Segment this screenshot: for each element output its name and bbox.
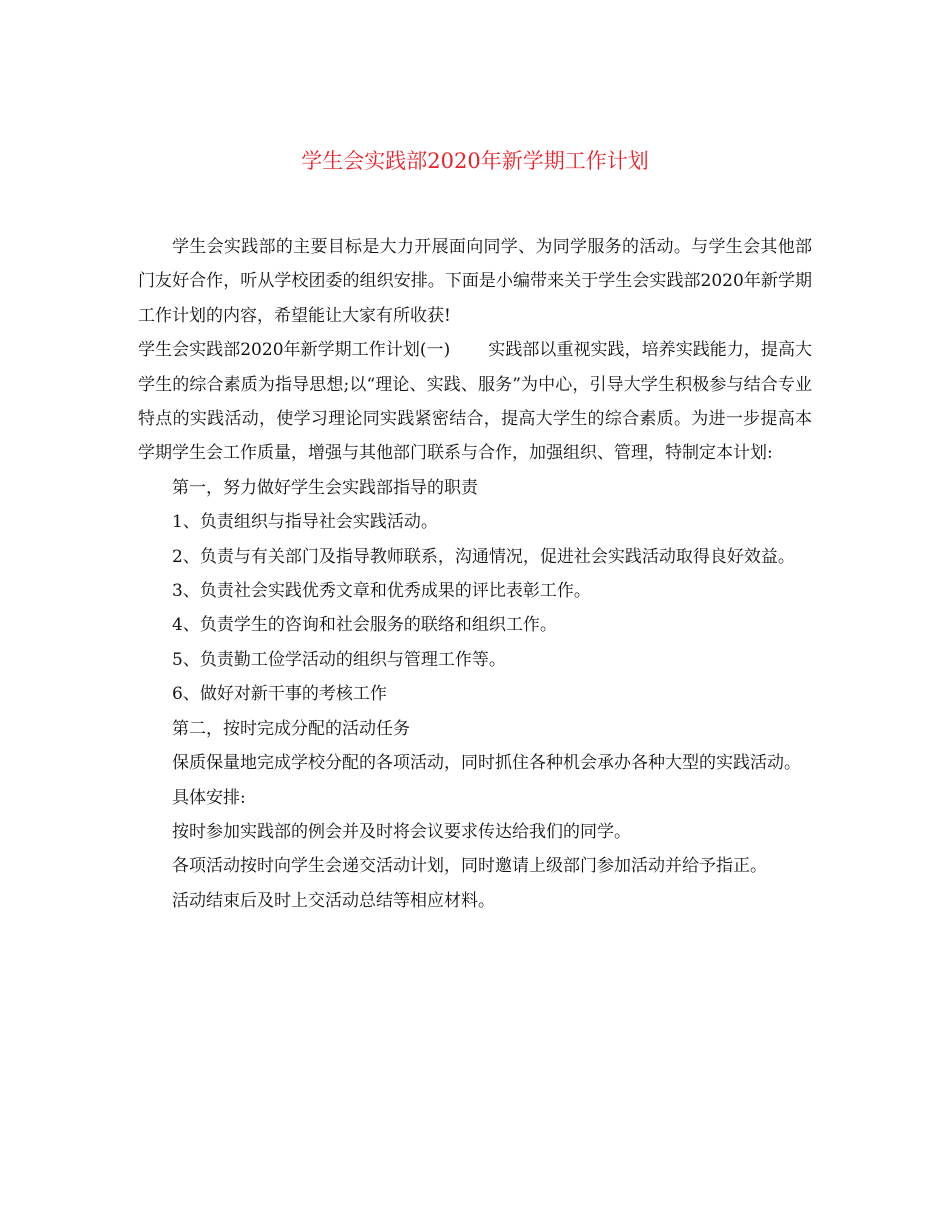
section-body: 实践部以重视实践，培养实践能力，提高大学生的综合素质为指导思想;以“理论、实践、服务”为中心，引导大学生积极参与结合专业特点的实践活动，使学习理论同实践紧密结合，提高大学生的综合素质。为进一步提高本学期学生会工作质量，增强与其他部门联系与合作，加强组织、管理，特制定本计划: [138, 340, 813, 464]
body-paragraph: 3、负责社会实践优秀文章和优秀成果的评比表彰工作。 [172, 581, 591, 602]
body-paragraph: 6、做好对新干事的考核工作 [172, 684, 387, 705]
body-paragraph: 5、负责勤工俭学活动的组织与管理工作等。 [172, 649, 506, 670]
document-body [138, 230, 812, 918]
body-paragraph: 各项活动按时向学生会递交活动计划，同时邀请上级部门参加活动并给予指正。 [172, 856, 767, 877]
body-paragraph: 第一，努力做好学生会实践部指导的职责 [172, 477, 478, 498]
body-paragraph: 保质保量地完成学校分配的各项活动，同时抓住各种机会承办各种大型的实践活动。 [172, 753, 801, 774]
intro-paragraph: 学生会实践部的主要目标是大力开展面向同学、为同学服务的活动。与学生会其他部门友好合作，听从学校团委的组织安排。下面是小编带来关于学生会实践部2020年新学期工作计划的内容，希望能让大家有所收获! [138, 237, 812, 326]
body-paragraph: 4、负责学生的咨询和社会服务的联络和组织工作。 [172, 615, 557, 636]
body-paragraph: 具体安排: [172, 787, 246, 808]
body-paragraph: 第二，按时完成分配的活动任务 [172, 718, 410, 739]
section-heading: 学生会实践部2020年新学期工作计划(一) [138, 340, 451, 361]
body-paragraph: 按时参加实践部的例会并及时将会议要求传达给我们的同学。 [172, 821, 631, 842]
body-paragraph: 2、负责与有关部门及指导教师联系，沟通情况，促进社会实践活动取得良好效益。 [172, 546, 795, 567]
body-paragraph: 活动结束后及时上交活动总结等相应材料。 [172, 890, 495, 911]
body-paragraph: 1、负责组织与指导社会实践活动。 [172, 512, 438, 533]
section-paragraph [138, 333, 812, 471]
document-title: 学生会实践部2020年新学期工作计划 [301, 149, 649, 173]
